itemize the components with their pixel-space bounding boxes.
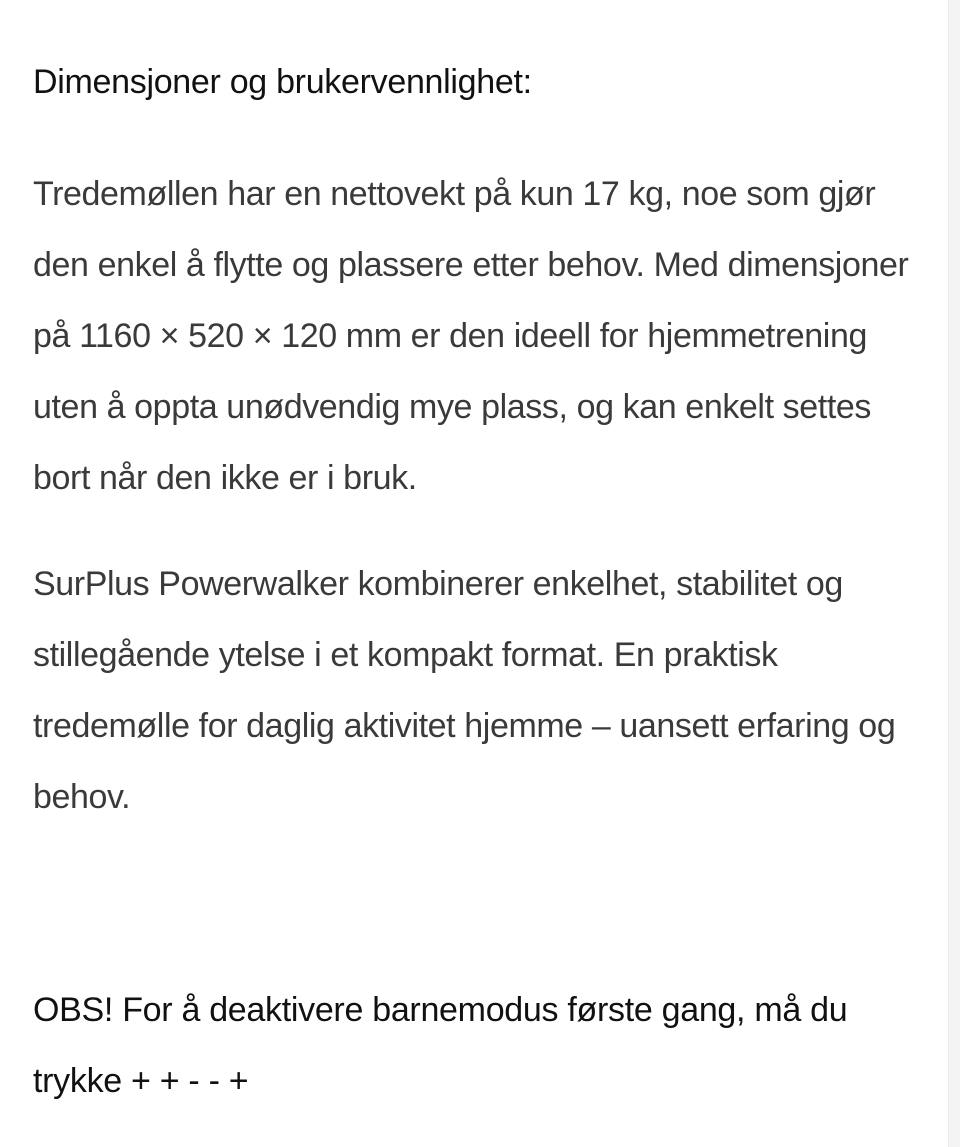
description-content [33,56,923,1117]
summary-paragraph: SurPlus Powerwalker kombinerer enkelhet, stabilitet og stillegående ytelse i et kompakt format. En praktisk tredemølle for daglig aktivitet hjemme – uansett erfaring og behov. [33,565,896,816]
section-heading: Dimensjoner og brukervennlighet: [33,63,532,101]
child-mode-notice: OBS! For å deaktivere barnemodus første gang, må du trykke + + - - + [33,991,848,1100]
dimensions-paragraph: Tredemøllen har en nettovekt på kun 17 kg, noe som gjør den enkel å flytte og plassere etter behov. Med dimensjoner på 1160 × 520 × 120 mm er den ideell for hjemmetrening uten å oppta unødvendig mye plass, og kan enkelt settes bort når den ikke er i bruk. [33,175,909,497]
scrollbar-track[interactable] [948,0,960,1147]
